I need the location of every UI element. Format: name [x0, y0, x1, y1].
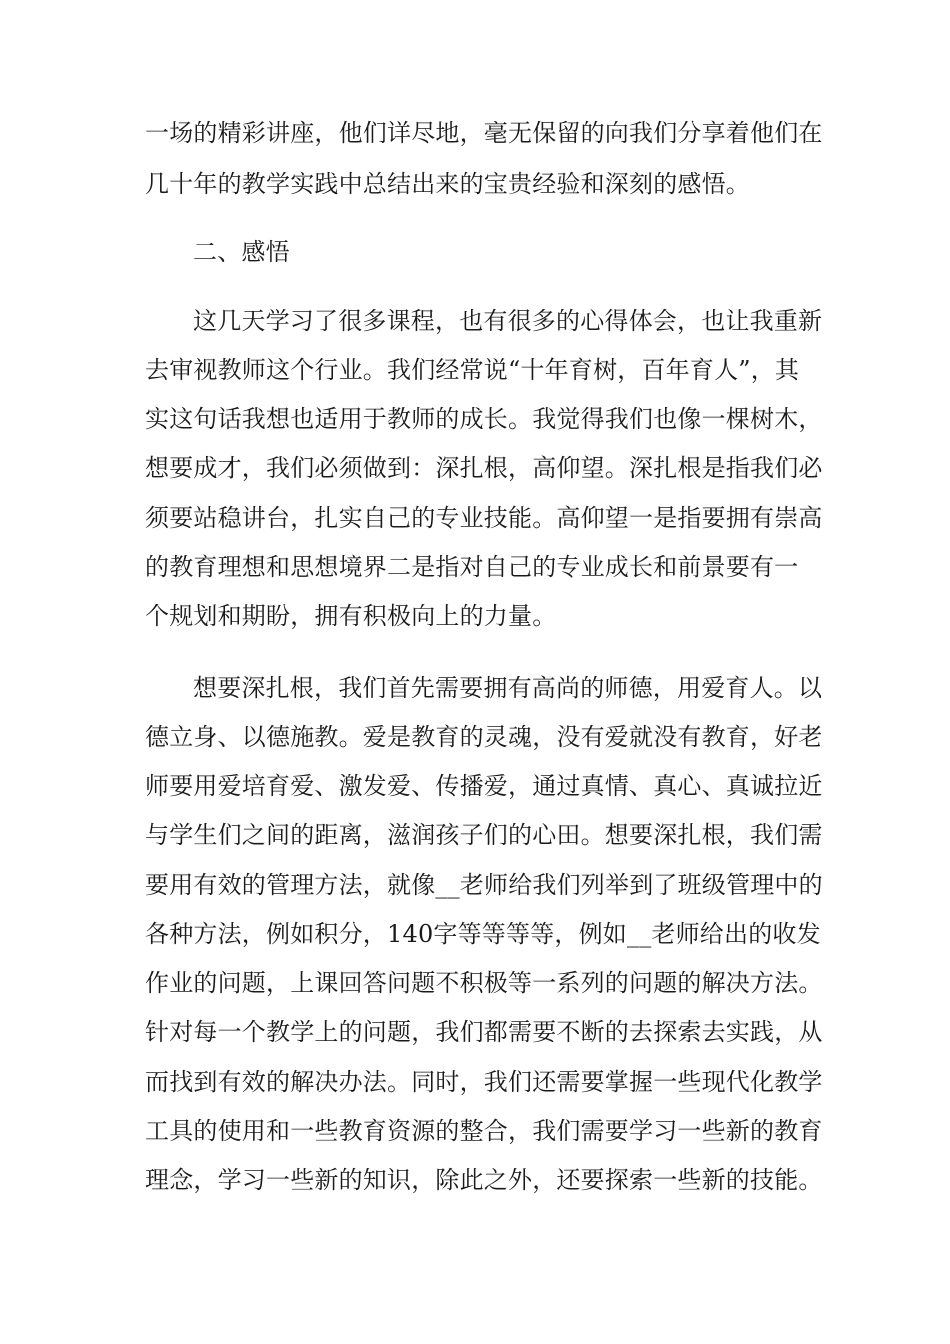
section-heading: 二、感悟	[193, 238, 290, 266]
text-line: 须要站稳讲台，扎实自己的专业技能。高仰望一是指要拥有崇高	[145, 504, 823, 532]
text-line: 实这句话我想也适用于教师的成长。我觉得我们也像一棵树木，	[145, 405, 823, 433]
paragraph-first-line: 想要深扎根，我们首先需要拥有高尚的师德，用爱育人。以	[193, 674, 823, 702]
text-line: 针对每一个教学上的问题，我们都需要不断的去探索去实践，从	[145, 1018, 823, 1046]
text-line: 各种方法，例如积分，140字等等等等，例如__老师给出的收发	[145, 920, 821, 948]
text-line: 想要成才，我们必须做到：深扎根，高仰望。深扎根是指我们必	[145, 454, 823, 482]
text-line: 理念，学习一些新的知识，除此之外，还要探索一些新的技能。	[145, 1166, 823, 1194]
text-line: 要用有效的管理方法，就像__老师给我们列举到了班级管理中的	[145, 871, 823, 899]
text-line: 而找到有效的解决办法。同时，我们还需要掌握一些现代化教学	[145, 1068, 823, 1096]
text-line: 个规划和期盼，拥有积极向上的力量。	[145, 602, 557, 630]
text-line: 工具的使用和一些教育资源的整合，我们需要学习一些新的教育	[145, 1117, 823, 1145]
text-line: 与学生们之间的距离，滋润孩子们的心田。想要深扎根，我们需	[145, 821, 823, 849]
paragraph-first-line: 这几天学习了很多课程，也有很多的心得体会，也让我重新	[193, 307, 823, 335]
text-line: 去审视教师这个行业。我们经常说“十年育树，百年育人”，其	[145, 356, 800, 384]
text-line: 作业的问题，上课回答问题不积极等一系列的问题的解决方法。	[145, 969, 823, 997]
text-line: 师要用爱培育爱、激发爱、传播爱，通过真情、真心、真诚拉近	[145, 772, 823, 800]
text-line: 几十年的教学实践中总结出来的宝贵经验和深刻的感悟。	[145, 170, 750, 198]
text-line: 一场的精彩讲座，他们详尽地，毫无保留的向我们分享着他们在	[145, 119, 823, 147]
text-line: 的教育理想和思想境界二是指对自己的专业成长和前景要有一	[145, 553, 799, 581]
text-line: 德立身、以德施教。爱是教育的灵魂，没有爱就没有教育，好老	[145, 723, 823, 751]
